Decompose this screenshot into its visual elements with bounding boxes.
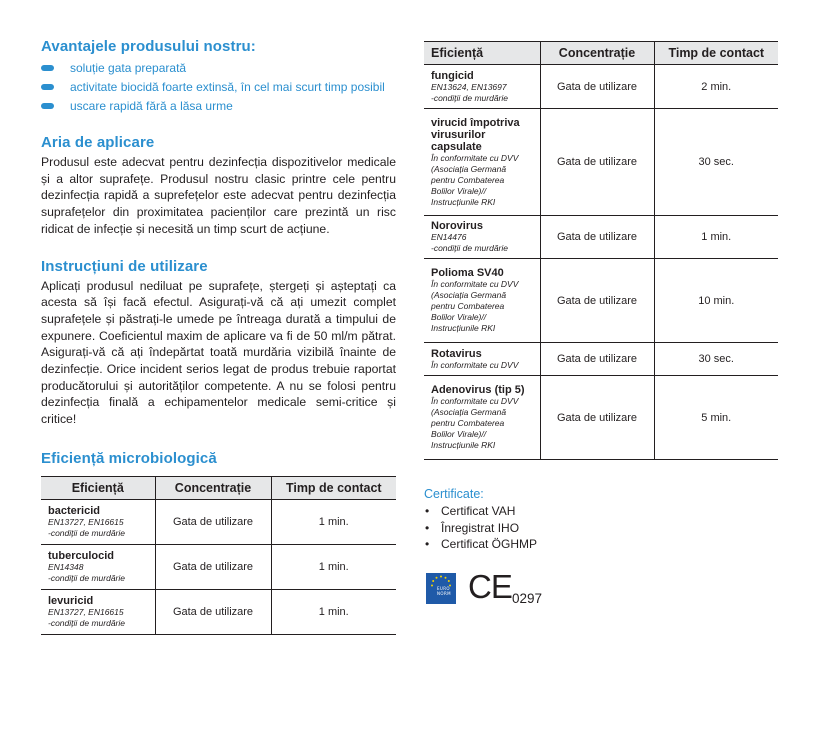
contact-time-cell: 5 min. — [654, 376, 778, 460]
instructions-section — [41, 258, 396, 428]
advantages-title: Avantajele produsului nostru: — [41, 38, 256, 55]
advantage-item: uscare rapidă fără a lăsa urme — [41, 98, 396, 114]
bullet-icon — [41, 103, 54, 109]
ce-number: 0297 — [512, 591, 543, 606]
advantages-list — [41, 60, 396, 114]
contact-time-cell: 1 min. — [271, 589, 396, 634]
concentration-cell: Gata de utilizare — [540, 259, 654, 343]
instructions-title: Instrucțiuni de utilizare — [41, 257, 208, 275]
certificates-title: Certificate: — [424, 487, 484, 501]
column-header: Concentrație — [540, 42, 654, 65]
micro-section — [41, 450, 396, 635]
efficacy-table — [424, 41, 778, 460]
contact-time-cell: 30 sec. — [654, 109, 778, 216]
table-header-row — [41, 476, 396, 499]
table-row — [424, 343, 778, 376]
efficacy-cell: Adenovirus (tip 5) În conformitate cu DVV (Asociația Germană pentru Combaterea Bolilor Virale)// Instrucțiunile RKI — [424, 376, 540, 460]
efficacy-cell: fungicid EN13624, EN13697 -condiții de murdărie — [424, 65, 540, 109]
advantage-item: activitate biocidă foarte extinsă, în cel mai scurt timp posibil — [41, 79, 396, 95]
micro-title: Eficiență microbiologică — [41, 449, 217, 467]
efficacy-cell: bactericid EN13727, EN16615 -condiții de murdărie — [41, 499, 155, 544]
euronorm-logo — [426, 573, 456, 604]
contact-time-cell: 1 min. — [271, 499, 396, 544]
efficacy-cell: tuberculocid EN14348 -condiții de murdărie — [41, 544, 155, 589]
concentration-cell: Gata de utilizare — [540, 216, 654, 259]
column-header: Concentrație — [155, 476, 271, 499]
table-row — [424, 216, 778, 259]
column-header: Timp de contact — [271, 476, 396, 499]
ce-mark-icon: CE — [468, 568, 512, 605]
concentration-cell: Gata de utilizare — [540, 109, 654, 216]
certificates-list — [424, 503, 778, 553]
table-row — [41, 589, 396, 634]
table-row — [424, 259, 778, 343]
euronorm-text: EURO NORM — [437, 586, 451, 596]
certificate-item: • Certificat ÖGHMP — [424, 536, 778, 553]
table-row — [424, 65, 778, 109]
efficacy-cell: Rotavirus În conformitate cu DVV — [424, 343, 540, 376]
column-header: Eficiență — [424, 42, 540, 65]
right-column — [424, 41, 778, 553]
advantage-item: soluție gata preparată — [41, 60, 396, 76]
concentration-cell: Gata de utilizare — [155, 544, 271, 589]
left-column — [41, 38, 396, 635]
certificate-item: • Certificat VAH — [424, 503, 778, 520]
efficacy-cell: virucid împotriva virusurilor capsulate În conformitate cu DVV (Asociația Germană pentru Combaterea Bolilor Virale)// Instrucțiunile RKI — [424, 109, 540, 216]
table-row — [424, 109, 778, 216]
column-header: Timp de contact — [654, 42, 778, 65]
concentration-cell: Gata de utilizare — [155, 589, 271, 634]
concentration-cell: Gata de utilizare — [540, 65, 654, 109]
concentration-cell: Gata de utilizare — [540, 376, 654, 460]
concentration-cell: Gata de utilizare — [540, 343, 654, 376]
contact-time-cell: 2 min. — [654, 65, 778, 109]
certificate-item: • Înregistrat IHO — [424, 520, 778, 537]
efficacy-cell: levuricid EN13727, EN16615 -condiții de murdărie — [41, 589, 155, 634]
table-row — [41, 499, 396, 544]
bullet-icon — [41, 65, 54, 71]
efficacy-cell: Norovirus EN14476 -condiții de murdărie — [424, 216, 540, 259]
application-area-text: Produsul este adecvat pentru dezinfecția dispozitivelor medicale și a altor suprafețe. Produsul nostru clasic printre cele pentru dezinfecția rapidă a suprefețelor este adecvat pentru dezinfecția suprafețelor din proximitatea pacienților care prezintă un risc ridicat de infecție și necesită un timp scurt de acțiune. — [41, 155, 396, 236]
instructions-text: Aplicați produsul nediluat pe suprafețe, ștergeți și așteptați ca acesta să își facă efectul. Asigurați-vă că ați umezit complet suprafețele și păstrați-le umede pe întreaga durată a timpului de expunere. Coeficientul maxim de aplicare va fi de 50 ml/m pătrat. Asigurați-vă că ați îndepărtat toată murdăria vizibilă înainte de dezinfecție. Orice incident serios legat de produs trebuie raportat producătorului și autorităților competente. A nu se folosi pentru dezinfecția finală a echipamentelor medicale semi-critice și critice! — [41, 278, 396, 427]
contact-time-cell: 1 min. — [654, 216, 778, 259]
table-row — [424, 376, 778, 460]
table-row — [41, 544, 396, 589]
certificates-section — [424, 487, 778, 553]
application-area-title: Aria de aplicare — [41, 134, 155, 151]
certification-logos — [424, 568, 624, 606]
contact-time-cell: 10 min. — [654, 259, 778, 343]
application-area-section — [41, 134, 396, 238]
bullet-icon — [41, 84, 54, 90]
contact-time-cell: 1 min. — [271, 544, 396, 589]
concentration-cell: Gata de utilizare — [155, 499, 271, 544]
table-header-row — [424, 42, 778, 65]
efficacy-cell: Polioma SV40 În conformitate cu DVV (Asociația Germană pentru Combaterea Bolilor Virale)// Instrucțiunile RKI — [424, 259, 540, 343]
micro-table — [41, 476, 396, 635]
contact-time-cell: 30 sec. — [654, 343, 778, 376]
column-header: Eficiență — [41, 476, 155, 499]
